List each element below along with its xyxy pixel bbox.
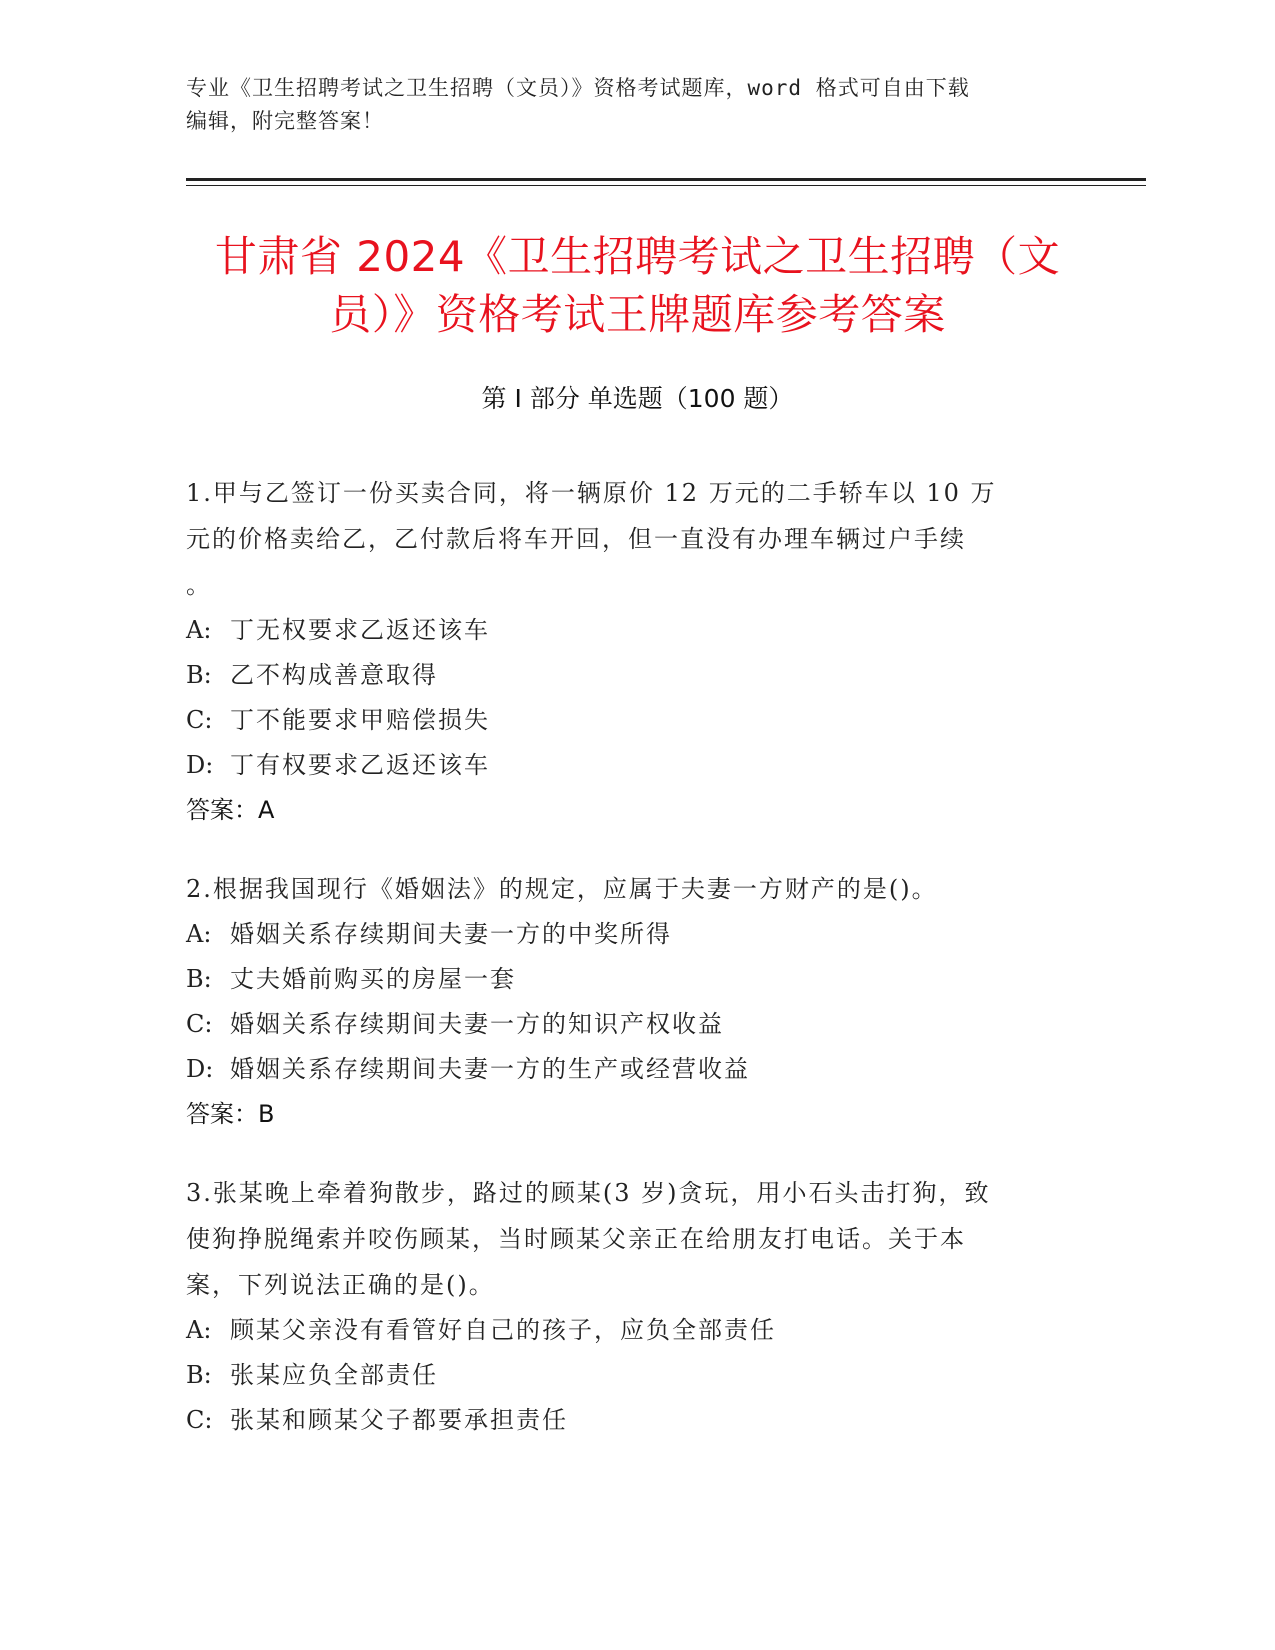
option-letter: B: [186, 965, 212, 993]
option-d [186, 1047, 1086, 1092]
option-text: 丈夫婚前购买的房屋一套 [230, 965, 516, 993]
question-2 [186, 866, 1086, 1136]
question-list [186, 470, 1086, 1477]
option-letter: C: [186, 1406, 213, 1434]
document-title [150, 228, 1125, 344]
option-text: 婚姻关系存续期间夫妻一方的生产或经营收益 [230, 1055, 750, 1083]
question-stem-line: 2.根据我国现行《婚姻法》的规定，应属于夫妻一方财产的是()。 [186, 875, 938, 903]
question-stem [186, 1170, 1086, 1308]
option-b [186, 957, 1086, 1002]
option-letter: D: [186, 751, 214, 779]
option-text: 张某应负全部责任 [230, 1361, 438, 1389]
header-divider-thick [186, 178, 1146, 181]
header-divider-thin [186, 185, 1146, 186]
section-title: 第 I 部分 单选题（100 题） [481, 384, 794, 413]
question-stem-line: 元的价格卖给乙，乙付款后将车开回，但一直没有办理车辆过户手续 [186, 525, 966, 553]
option-text: 丁不能要求甲赔偿损失 [230, 706, 490, 734]
question-stem-line: 3.张某晚上牵着狗散步，路过的顾某(3 岁)贪玩，用小石头击打狗，致 [186, 1179, 991, 1207]
header-note-line-1: 专业《卫生招聘考试之卫生招聘（文员）》资格考试题库，word 格式可自由下载 [186, 76, 970, 100]
option-letter: B: [186, 1361, 212, 1389]
option-c [186, 1398, 1086, 1443]
option-b [186, 653, 1086, 698]
option-text: 顾某父亲没有看管好自己的孩子，应负全部责任 [230, 1316, 776, 1344]
answer-label: 答案：A [186, 796, 275, 824]
header-note-line-2: 编辑，附完整答案！ [186, 109, 384, 133]
header-note [186, 72, 1066, 138]
document-title-line-1: 甘肃省 2024《卫生招聘考试之卫生招聘（文 [214, 232, 1061, 281]
option-letter: C: [186, 706, 213, 734]
option-text: 丁无权要求乙返还该车 [230, 616, 490, 644]
option-text: 张某和顾某父子都要承担责任 [230, 1406, 568, 1434]
answer-label: 答案：B [186, 1100, 275, 1128]
option-text: 丁有权要求乙返还该车 [230, 751, 490, 779]
option-letter: C: [186, 1010, 213, 1038]
option-a [186, 912, 1086, 957]
question-stem [186, 866, 1086, 912]
question-stem [186, 470, 1086, 608]
option-letter: B: [186, 661, 212, 689]
option-c [186, 1002, 1086, 1047]
option-a [186, 1308, 1086, 1353]
question-stem-line: 使狗挣脱绳索并咬伤顾某，当时顾某父亲正在给朋友打电话。关于本 [186, 1225, 966, 1253]
option-text: 乙不构成善意取得 [230, 661, 438, 689]
option-c [186, 698, 1086, 743]
option-letter: D: [186, 1055, 214, 1083]
question-1 [186, 470, 1086, 832]
document-title-line-2: 员）》资格考试王牌题库参考答案 [329, 290, 946, 339]
option-text: 婚姻关系存续期间夫妻一方的中奖所得 [230, 920, 672, 948]
option-text: 婚姻关系存续期间夫妻一方的知识产权收益 [230, 1010, 724, 1038]
question-3 [186, 1170, 1086, 1443]
option-letter: A: [186, 616, 212, 644]
question-stem-line: 案，下列说法正确的是()。 [186, 1271, 495, 1299]
option-b [186, 1353, 1086, 1398]
question-stem-line: 1.甲与乙签订一份买卖合同，将一辆原价 12 万元的二手轿车以 10 万 [186, 479, 997, 507]
question-stem-line: 。 [186, 571, 212, 599]
option-a [186, 608, 1086, 653]
option-letter: A: [186, 920, 212, 948]
option-letter: A: [186, 1316, 212, 1344]
option-d [186, 743, 1086, 788]
